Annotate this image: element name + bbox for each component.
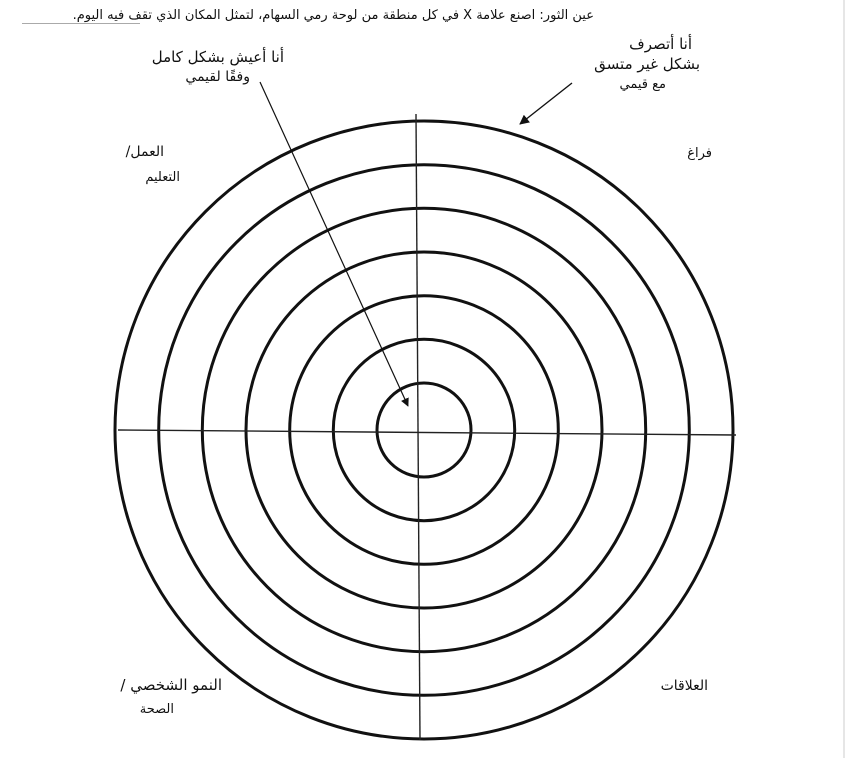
instruction-text: عين الثور: اصنع علامة X في كل منطقة من لوحة رمي السهام، لتمثل المكان الذي تقف فيه اليوم.: [72, 8, 594, 23]
quadrant-growth-line2: الصحة: [139, 702, 174, 717]
inconsistent-label-line1: أنا أتصرف: [629, 35, 692, 53]
quadrant-growth-line1: النمو الشخصي /: [120, 676, 222, 694]
target-rings: [115, 121, 733, 739]
target-ring-2: [333, 339, 514, 520]
inconsistent-label-line2: بشكل غير متسق: [594, 55, 700, 73]
horizontal-divider: [118, 430, 736, 435]
target-ring-1: [377, 383, 471, 477]
target-ring-3: [290, 296, 559, 565]
inconsistent-label-line3: مع قيمي: [619, 77, 666, 92]
target-ring-6: [159, 165, 690, 696]
target-ring-7: [115, 121, 733, 739]
quadrant-relationships: العلاقات: [660, 678, 708, 694]
target-ring-4: [246, 252, 602, 608]
quadrant-leisure: فراغ: [687, 146, 712, 161]
values-arrow: [260, 82, 408, 406]
target-ring-5: [202, 208, 645, 651]
page-edge: [843, 0, 845, 758]
values-label-line1: أنا أعيش بشكل كامل: [151, 48, 284, 66]
inconsistent-arrow: [520, 83, 572, 124]
quadrant-work-line2: التعليم: [145, 170, 180, 185]
instruction-underline: [22, 23, 140, 24]
quadrant-work-line1: العمل/: [125, 144, 164, 160]
values-label-line2: وفقًا لقيمي: [185, 69, 250, 85]
